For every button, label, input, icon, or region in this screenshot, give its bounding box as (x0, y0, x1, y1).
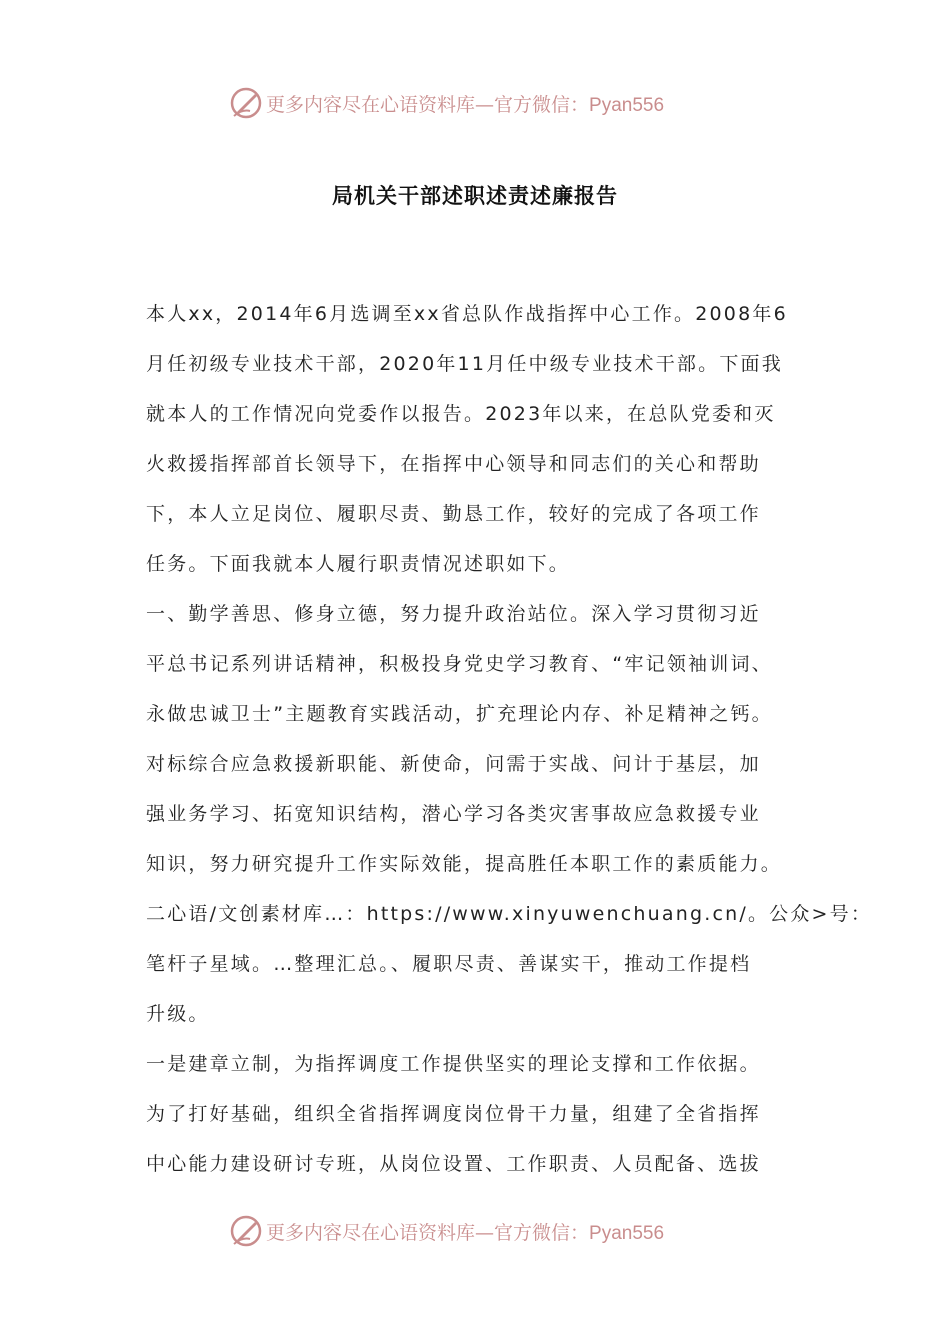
body-line: 平总书记系列讲话精神，积极投身党史学习教育、“牢记领袖训词、 (146, 653, 773, 675)
header-watermark (228, 83, 664, 123)
pen-logo-icon (228, 1213, 264, 1249)
footer-watermark (228, 1211, 664, 1251)
body-line: 为了打好基础，组织全省指挥调度岗位骨干力量，组建了全省指挥 (146, 1103, 761, 1125)
body-line: 笔杆子星域。…整理汇总。、履职尽责、善谋实干，推动工作提档 (146, 953, 752, 975)
watermark-wechat-id: Pyan556 (589, 1222, 665, 1244)
pen-logo-icon (228, 85, 264, 121)
document-body (146, 289, 873, 1189)
watermark-text: 更多内容尽在心语资料库—官方微信：Pyan556 (266, 93, 665, 116)
body-line: 任务。下面我就本人履行职责情况述职如下。 (146, 553, 571, 575)
body-line: 就本人的工作情况向党委作以报告。2023年以来，在总队党委和灭 (146, 403, 776, 425)
body-line: 一、勤学善思、修身立德，努力提升政治站位。深入学习贯彻习近 (146, 603, 761, 625)
body-line: 一是建章立制，为指挥调度工作提供坚实的理论支撑和工作依据。 (146, 1053, 761, 1075)
body-line: 升级。 (146, 1003, 210, 1025)
body-line: 下，本人立足岗位、履职尽责、勤恳工作，较好的完成了各项工作 (146, 503, 761, 525)
body-line: 对标综合应急救援新职能、新使命，问需于实战、问计于基层，加 (146, 753, 761, 775)
watermark-wechat-id: Pyan556 (589, 94, 665, 116)
body-line: 强业务学习、拓宽知识结构，潜心学习各类灾害事故应急救援专业 (146, 803, 761, 825)
document-title: 局机关干部述职述责述廉报告 (332, 184, 618, 208)
body-line: 二心语/文创素材库…：https://www.xinyuwenchuang.cn/。公众>号： (146, 903, 873, 925)
body-line: 知识，努力研究提升工作实际效能，提高胜任本职工作的素质能力。 (146, 853, 783, 875)
body-line: 火救援指挥部首长领导下，在指挥中心领导和同志们的关心和帮助 (146, 453, 761, 475)
body-line: 本人xx，2014年6月选调至xx省总队作战指挥中心工作。2008年6 (146, 303, 788, 325)
body-line: 中心能力建设研讨专班，从岗位设置、工作职责、人员配备、选拔 (146, 1153, 761, 1175)
watermark-text: 更多内容尽在心语资料库—官方微信：Pyan556 (266, 1221, 665, 1244)
body-line: 永做忠诚卫士”主题教育实践活动，扩充理论内存、补足精神之钙。 (146, 703, 773, 725)
body-line: 月任初级专业技术干部，2020年11月任中级专业技术干部。下面我 (146, 353, 783, 375)
